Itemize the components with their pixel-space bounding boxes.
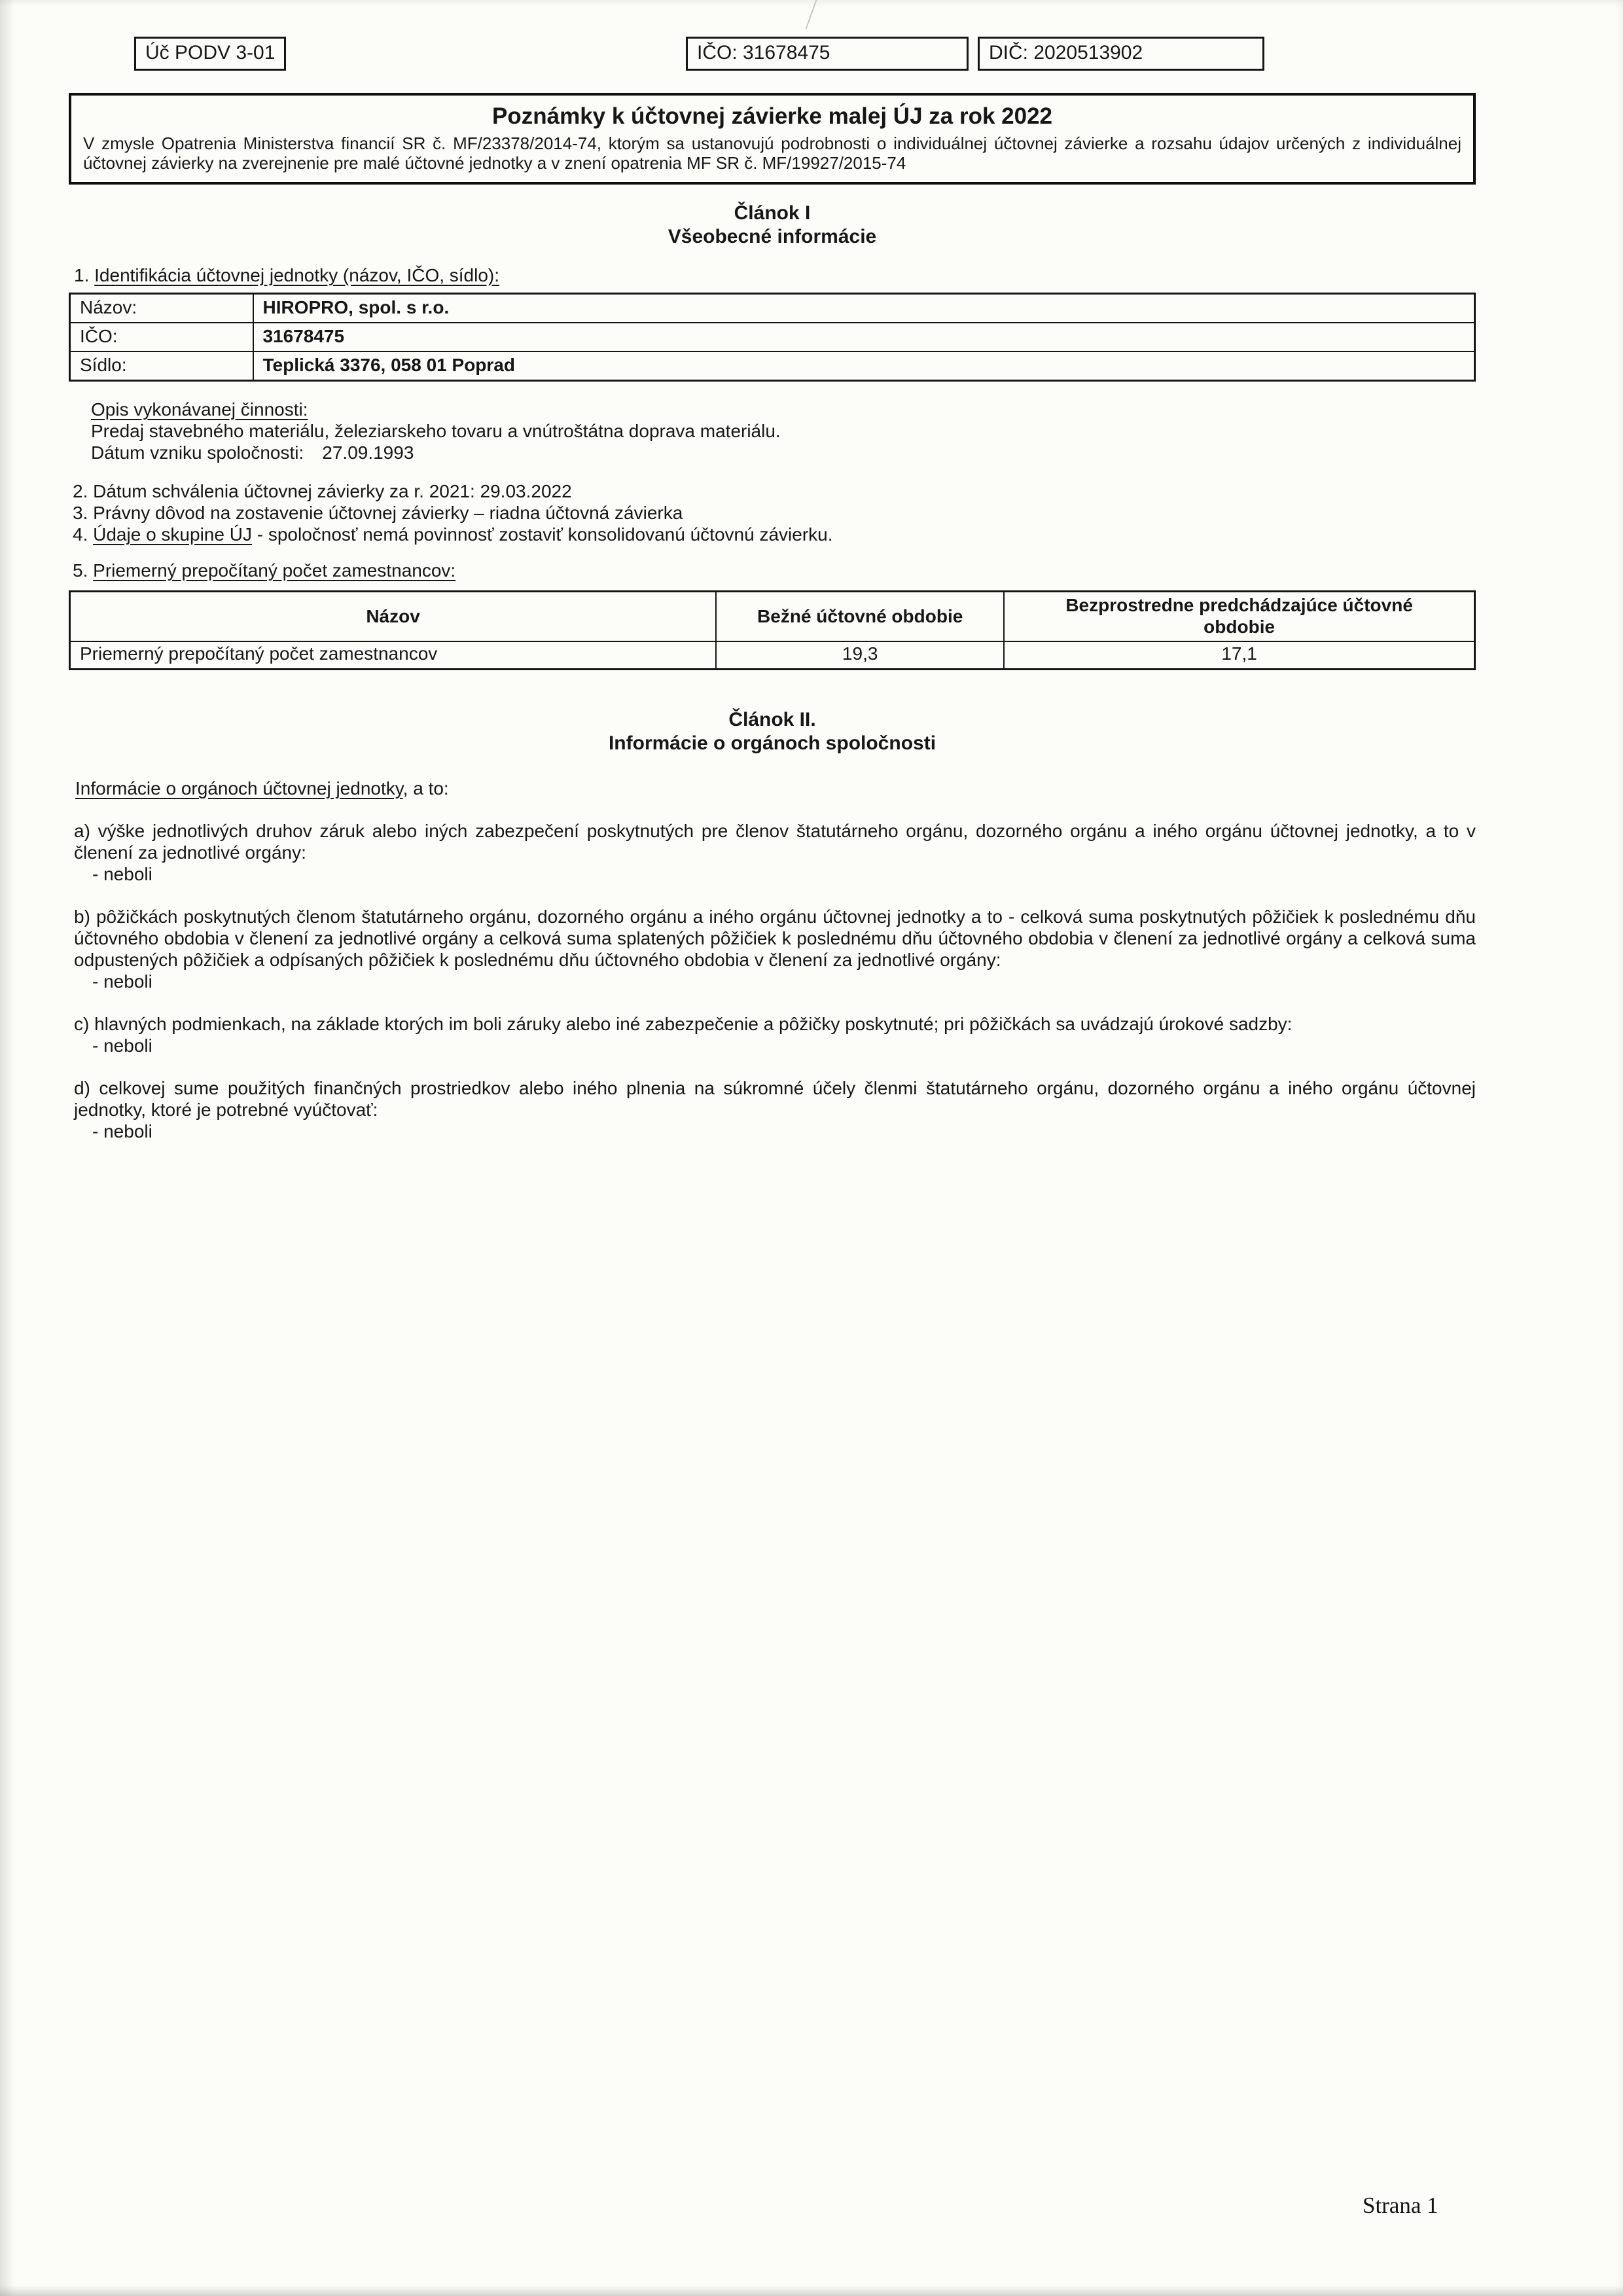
dic-text: DIČ: 2020513902 bbox=[989, 42, 1143, 63]
column-header-previous-period: Bezprostredne predchádzajúce účtovné obdobie bbox=[1004, 592, 1474, 642]
paragraph-b bbox=[74, 906, 1476, 992]
row-value: 31678475 bbox=[253, 323, 1475, 351]
item1-underlined: Identifikácia účtovnej jednotky (názov, IČO, sídlo): bbox=[94, 265, 500, 285]
document-title: Poznámky k účtovnej závierke malej ÚJ za rok 2022 bbox=[492, 103, 1052, 129]
items-2-4 bbox=[73, 480, 1476, 545]
article2-subheading: Informácie o orgánoch spoločnosti bbox=[608, 732, 936, 754]
paragraph-b-text: b) pôžičkách poskytnutých členom štatutárneho orgánu, dozorného orgánu a iného orgánu účtovnej jednotky a to - celková suma poskytnutých pôžičiek k poslednému dňu účtovného obdobia v členení za jednotlivé orgány a celková suma splatených pôžičiek k poslednému dňu účtovného obdobia v členení za jednotlivé orgány a celková suma odpustených pôžičiek a odpísaných pôžičiek k poslednému dňu účtovného obdobia v členení za jednotlivé orgány: bbox=[74, 906, 1476, 970]
employees-table bbox=[69, 590, 1476, 670]
item2-line: 2. Dátum schválenia účtovnej závierky za r. 2021: 29.03.2022 bbox=[73, 481, 572, 501]
paragraph-d bbox=[74, 1077, 1476, 1142]
row-value: HIROPRO, spol. s r.o. bbox=[253, 294, 1475, 323]
activity-description: Predaj stavebného materiálu, železiarskeho tovaru a vnútroštátna doprava materiálu. bbox=[91, 421, 781, 441]
employees-previous-value: 17,1 bbox=[1004, 641, 1474, 670]
column-header-current-period: Bežné účtovné obdobie bbox=[716, 592, 1004, 642]
article1-heading-group bbox=[69, 202, 1476, 249]
item1-title bbox=[74, 264, 1476, 286]
paragraph-a bbox=[74, 820, 1476, 885]
form-code-text: Úč PODV 3-01 bbox=[145, 42, 276, 63]
item5-prefix: 5. bbox=[73, 560, 94, 581]
item5-title bbox=[73, 560, 1476, 581]
paragraph-a-answer: - neboli bbox=[92, 864, 152, 884]
article1-heading: Článok I bbox=[734, 202, 811, 224]
article2-intro-suffix: , a to: bbox=[402, 778, 449, 798]
intro-legal-text: V zmysle Opatrenia Ministerstva financií SR č. MF/23378/2014-74, ktorým sa ustanovujú podrobnosti o individuálnej účtovnej závierke a rozsahu údajov určených z individuálnej účtovnej závierky na zverejnenie pre malé účtovné jednotky a v znení opatrenia MF SR č. MF/19927/2015-74 bbox=[83, 134, 1461, 173]
row-value: Teplická 3376, 058 01 Poprad bbox=[253, 351, 1475, 381]
employees-row-label: Priemerný prepočítaný počet zamestnancov bbox=[70, 641, 717, 670]
table-row bbox=[70, 294, 1475, 323]
paragraph-c-answer: - neboli bbox=[92, 1035, 152, 1056]
row-label: IČO: bbox=[70, 323, 253, 351]
identification-table bbox=[69, 293, 1476, 382]
article1-subheading: Všeobecné informácie bbox=[668, 226, 877, 247]
item1-prefix: 1. bbox=[74, 265, 95, 285]
paragraph-b-answer: - neboli bbox=[92, 971, 152, 992]
table-header-row bbox=[70, 592, 1475, 642]
item4-suffix: - spoločnosť nemá povinnosť zostaviť konsolidovanú účtovnú závierku. bbox=[251, 524, 833, 545]
table-row bbox=[70, 351, 1475, 381]
table-row bbox=[70, 323, 1475, 351]
paragraph-c-text: c) hlavných podmienkach, na základe ktorých im boli záruky alebo iné zabezpečenie a pôžičky poskytnuté; pri pôžičkách sa uvádzajú úrokové sadzby: bbox=[74, 1014, 1293, 1034]
item5-underlined: Priemerný prepočítaný počet zamestnancov: bbox=[93, 560, 456, 581]
item3-line: 3. Právny dôvod na zostavenie účtovnej závierky – riadna účtovná závierka bbox=[73, 503, 683, 523]
article2-heading-group bbox=[69, 708, 1476, 755]
table-row bbox=[70, 641, 1475, 670]
ico-box bbox=[686, 37, 969, 71]
activity-block bbox=[91, 399, 1476, 463]
item4-line bbox=[73, 524, 1476, 545]
article2-intro-line bbox=[75, 778, 1476, 799]
paragraph-d-answer: - neboli bbox=[92, 1121, 152, 1141]
founding-date-value: 27.09.1993 bbox=[322, 442, 414, 463]
form-code-box bbox=[134, 37, 286, 71]
founding-date-line bbox=[91, 442, 1476, 463]
row-label: Sídlo: bbox=[70, 351, 253, 381]
activity-label: Opis vykonávanej činnosti: bbox=[91, 399, 308, 420]
founding-date-label: Dátum vzniku spoločnosti: bbox=[91, 442, 304, 463]
item4-prefix: 4. bbox=[73, 524, 94, 545]
document-content bbox=[69, 93, 1476, 1142]
article2-heading: Článok II. bbox=[728, 709, 816, 730]
paragraph-a-text: a) výške jednotlivých druhov záruk alebo iných zabezpečení poskytnutých pre členov štatutárneho orgánu, dozorného orgánu a iného orgánu účtovnej jednotky, a to v členení za jednotlivé orgány: bbox=[74, 821, 1476, 863]
paragraph-d-text: d) celkovej sume použitých finančných prostriedkov alebo iného plnenia na súkromné účely členmi štatutárneho orgánu, dozorného orgánu a iného orgánu účtovnej jednotky, ktoré je potrebné vyúčtovať: bbox=[74, 1078, 1476, 1120]
article2-intro-underlined: Informácie o orgánoch účtovnej jednotky bbox=[75, 778, 403, 798]
page-number: Strana 1 bbox=[1363, 2193, 1438, 2218]
row-label: Názov: bbox=[70, 294, 253, 323]
ico-text: IČO: 31678475 bbox=[697, 42, 830, 63]
scan-artifact-line bbox=[805, 0, 819, 29]
dic-box bbox=[978, 37, 1264, 71]
paragraph-c bbox=[74, 1013, 1476, 1056]
intro-box bbox=[69, 93, 1476, 185]
item4-underlined: Údaje o skupine ÚJ bbox=[93, 524, 252, 545]
column-header-name: Názov bbox=[70, 592, 717, 642]
employees-current-value: 19,3 bbox=[716, 641, 1004, 670]
